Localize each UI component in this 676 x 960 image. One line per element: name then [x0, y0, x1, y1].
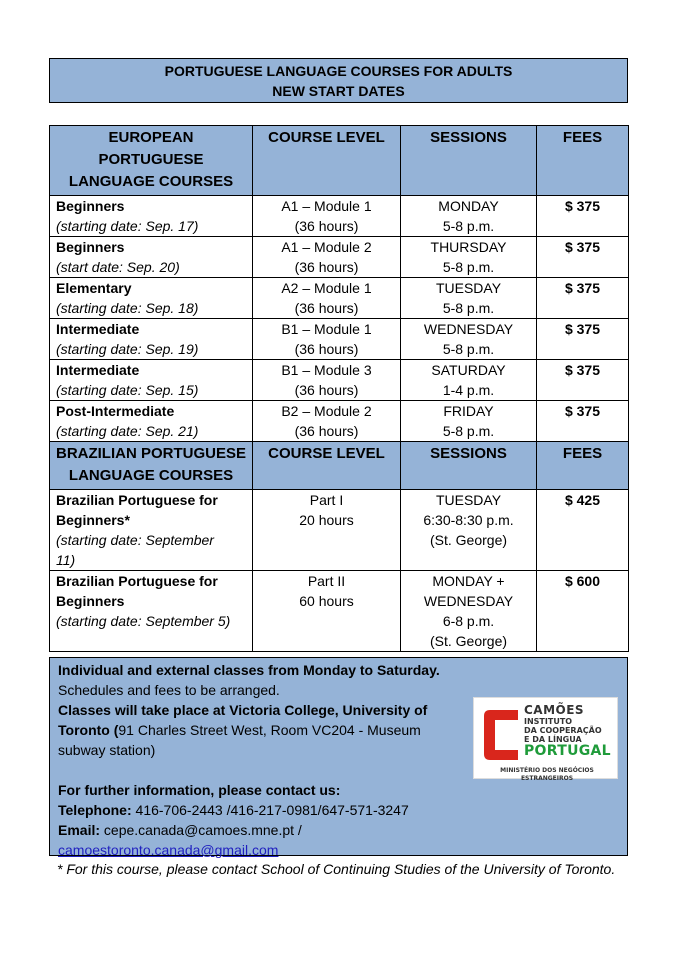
camoes-c-icon: [480, 706, 520, 764]
table-row: [50, 401, 629, 442]
course-name-cell: Beginners (starting date: Sep. 17): [50, 196, 253, 237]
brazilian-header-row: [50, 442, 629, 490]
brazilian-header-fees: FEES: [537, 442, 629, 490]
course-name-cell: Intermediate (starting date: Sep. 15): [50, 360, 253, 401]
telephone-line: Telephone: 416-706-2443 /416-217-0981/647-571-3247: [58, 802, 409, 818]
course-level-cell: B2 – Module 2 (36 hours): [253, 401, 401, 442]
page-title: PORTUGUESE LANGUAGE COURSES FOR ADULTS: [164, 63, 513, 79]
sessions-cell: MONDAY + WEDNESDAY 6-8 p.m. (St. George): [401, 571, 537, 652]
course-level-cell: Part II 60 hours: [253, 571, 401, 652]
page-title-box: [49, 58, 628, 103]
brazilian-header-level: COURSE LEVEL: [253, 442, 401, 490]
brazilian-header-sessions: SESSIONS: [401, 442, 537, 490]
info-line: Individual and external classes from Monday to Saturday.: [58, 662, 440, 678]
fee-cell: $ 375: [537, 278, 629, 319]
course-name-cell: Elementary (starting date: Sep. 18): [50, 278, 253, 319]
european-header-level: COURSE LEVEL: [253, 126, 401, 196]
fee-cell: $ 600: [537, 571, 629, 652]
table-row: [50, 571, 629, 652]
sessions-cell: THURSDAY 5-8 p.m.: [401, 237, 537, 278]
european-header-sessions: SESSIONS: [401, 126, 537, 196]
sessions-cell: FRIDAY 5-8 p.m.: [401, 401, 537, 442]
course-name-cell: Brazilian Portuguese for Beginners (starting date: September 5): [50, 571, 253, 652]
course-level-cell: B1 – Module 3 (36 hours): [253, 360, 401, 401]
brazilian-header-course: BRAZILIAN PORTUGUESE LANGUAGE COURSES: [50, 442, 253, 490]
info-line: Toronto (91 Charles Street West, Room VC204 - Museum: [58, 722, 421, 738]
course-name-cell: Post-Intermediate (starting date: Sep. 21): [50, 401, 253, 442]
table-row: [50, 490, 629, 571]
course-level-cell: Part I 20 hours: [253, 490, 401, 571]
course-level-cell: B1 – Module 1 (36 hours): [253, 319, 401, 360]
table-row: [50, 278, 629, 319]
fee-cell: $ 425: [537, 490, 629, 571]
camoes-logo: CAMÕES INSTITUTO DA COOPERAÇÃO E DA LÍNGUA PORTUGAL MINISTÉRIO DOS NEGÓCIOS ESTRANGEIROS: [473, 697, 618, 779]
course-name-cell: Intermediate (starting date: Sep. 19): [50, 319, 253, 360]
fee-cell: $ 375: [537, 237, 629, 278]
sessions-cell: TUESDAY 5-8 p.m.: [401, 278, 537, 319]
fee-cell: $ 375: [537, 319, 629, 360]
contact-heading: For further information, please contact us:: [58, 782, 341, 798]
course-level-cell: A1 – Module 2 (36 hours): [253, 237, 401, 278]
info-line: Classes will take place at Victoria College, University of: [58, 702, 428, 718]
sessions-cell: TUESDAY 6:30-8:30 p.m. (St. George): [401, 490, 537, 571]
table-row: [50, 319, 629, 360]
european-header-course: EUROPEAN PORTUGUESE LANGUAGE COURSES: [50, 126, 253, 196]
email-link[interactable]: camoestoronto.canada@gmail.com: [58, 842, 279, 858]
course-level-cell: A1 – Module 1 (36 hours): [253, 196, 401, 237]
table-row: [50, 360, 629, 401]
table-row: [50, 196, 629, 237]
sessions-cell: WEDNESDAY 5-8 p.m.: [401, 319, 537, 360]
fee-cell: $ 375: [537, 360, 629, 401]
page-subtitle: NEW START DATES: [272, 83, 405, 99]
sessions-cell: SATURDAY 1-4 p.m.: [401, 360, 537, 401]
info-line: Schedules and fees to be arranged.: [58, 682, 280, 698]
email-line: Email: cepe.canada@camoes.mne.pt /: [58, 822, 302, 838]
fee-cell: $ 375: [537, 401, 629, 442]
course-level-cell: A2 – Module 1 (36 hours): [253, 278, 401, 319]
courses-table: [49, 125, 629, 652]
footnote: * For this course, please contact School of Continuing Studies of the University of Toronto.: [57, 861, 616, 877]
course-name-cell: Brazilian Portuguese for Beginners* (starting date: September 11): [50, 490, 253, 571]
table-row: [50, 237, 629, 278]
european-header-row: [50, 126, 629, 196]
european-header-fees: FEES: [537, 126, 629, 196]
course-name-cell: Beginners (start date: Sep. 20): [50, 237, 253, 278]
info-line: subway station): [58, 742, 156, 758]
sessions-cell: MONDAY 5-8 p.m.: [401, 196, 537, 237]
fee-cell: $ 375: [537, 196, 629, 237]
